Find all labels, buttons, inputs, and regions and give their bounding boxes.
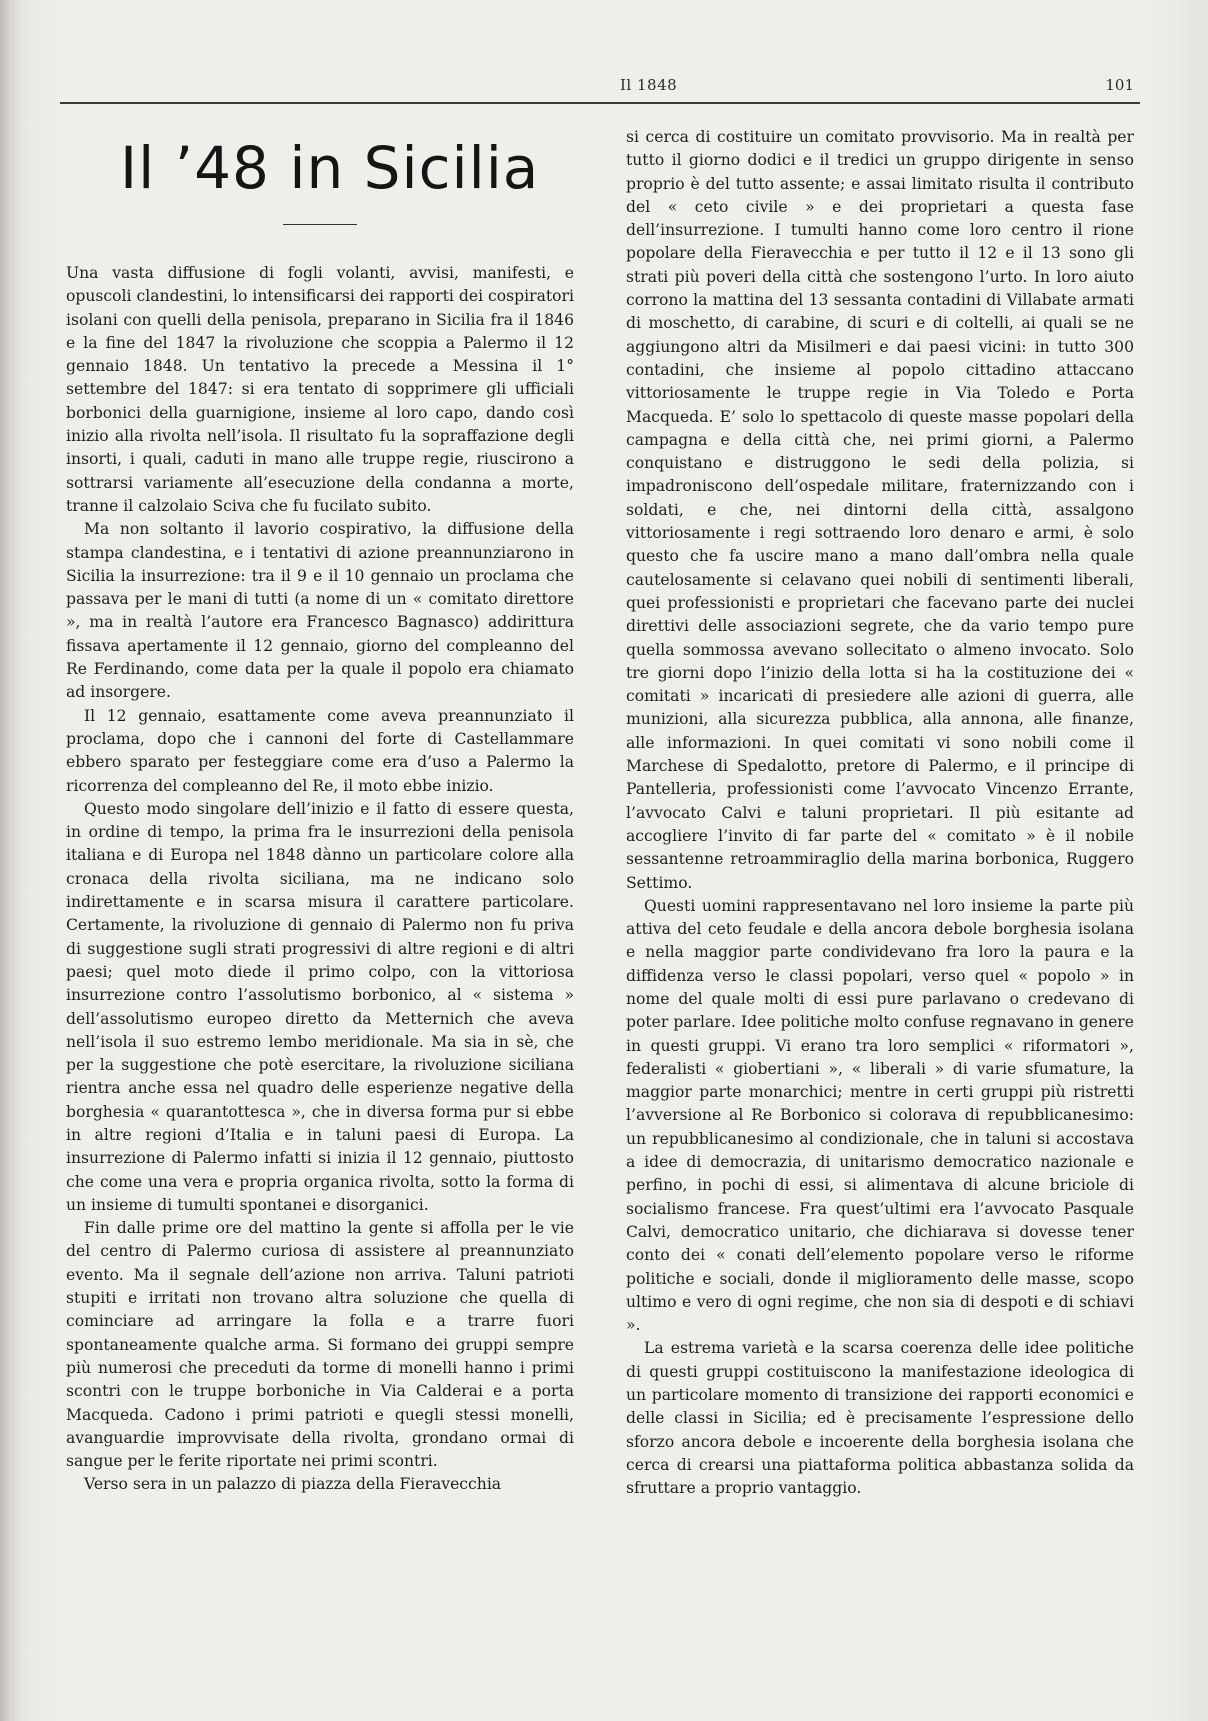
paragraph: Questi uomini rappresentavano nel loro insieme la parte più attiva del ceto feudale e della ancora debole borghesia isolana e nella maggior parte condividevano fra loro la paura e la diffidenza verso le classi popolari, verso quel « popolo » in nome del quale molti di essi pure parlavano o credevano di poter parlare. Idee politiche molto confuse regnavano in genere in questi gruppi. Vi erano tra loro semplici « riformatori », federalisti « giobertiani », « liberali » di varie sfumature, la maggior parte monarchici; mentre in certi gruppi più ristretti l’avversione al Re Borbonico si colorava di repubblicanesimo: un repubblicanesimo al condizionale, che in taluni si accostava a idee di democrazia, di unitarismo democratico nazionale e perfino, in pochi di essi, si alimentava di alcune briciole di socialismo francese. Fra quest’ultimi era l’avvocato Pasquale Calvi, democratico unitario, che dichiarava si dovesse tener conto dei « conati dell’elemento popolare verso le riforme politiche e sociali, donde il miglioramento delle masse, scopo ultimo e vero di ogni regime, che non sia di despoti e di schiavi ». [626,896,1134,1335]
paragraph: si cerca di costituire un comitato provvisorio. Ma in realtà per tutto il giorno dodici e il tredici un gruppo dirigente in senso proprio è del tutto assente; e assai limitato risulta il contributo del « ceto civile » e dei proprietari a questa fase dell’insurrezione. I tumulti hanno come loro centro il rione popolare della Fieravecchia e per tutto il 12 e il 13 sono gli strati più poveri della città che sostengono l’urto. In loro aiuto corrono la mattina del 13 sessanta contadini di Villabate armati di moschetto, di carabine, di scuri e di coltelli, ai quali se ne aggiungono altri da Misilmeri e dai paesi vicini: in tutto 300 contadini, che insieme al popolo cittadino attaccano vittoriosamente le truppe regie in Via Toledo e Porta Macqueda. E’ solo lo spettacolo di queste masse popolari della campagna e della città che, nei primi giorni, a Palermo conquistano e distruggono le sedi della polizia, si impadroniscono dell’ospedale militare, fraternizzando con i soldati, e che, nei dintorni della città, assalgono vittoriosamente i regi sottraendo loro denaro e armi, è solo questo che fa uscire mano a mano dall’ombra nella quale cautelosamente si celavano quei nobili di sentimenti liberali, quei professionisti e proprietari che facevano parte dei nuclei direttivi delle associazioni segrete, che da vario tempo pure quella sommossa avevano sollecitato o almeno invocato. Solo tre giorni dopo l’inizio della lotta si ha la costituzione dei « comitati » incaricati di presiedere alle azioni di guerra, alle munizioni, alla sicurezza pubblica, alla annona, alle finanze, alle informazioni. In quei comitati vi sono nobili come il Marchese di Spedalotto, pretore di Palermo, e il principe di Pantelleria, professionisti come l’avvocato Vincenzo Errante, l’avvocato Calvi e taluni proprietari. Il più esitante ad accogliere l’invito di far parte del « comitato » è il nobile sessantenne retroammiraglio della marina borbonica, Ruggero Settimo. [626,128,1134,892]
right-column [626,126,1134,1501]
paragraph: Una vasta diffusione di fogli volanti, avvisi, manifesti, e opuscoli clandestini, lo intensificarsi dei rapporti dei cospiratori isolani con quelli della penisola, preparano in Sicilia fra il 1846 e la fine del 1847 la rivoluzione che scoppia a Palermo il 12 gennaio 1848. Un tentativo la precede a Messina il 1° settembre del 1847: si era tentato di sopprimere gli ufficiali borbonici della guarnigione, insieme al loro capo, dando così inizio alla rivolta nell’isola. Il risultato fu la sopraffazione degli insorti, i quali, caduti in mano alle truppe regie, riuscirono a sottrarsi variamente all’esecuzione della condanna a morte, tranne il calzolaio Sciva che fu fucilato subito. [66,264,574,515]
title-rule [283,224,357,225]
paragraph: Il 12 gennaio, esattamente come aveva preannunziato il proclama, dopo che i cannoni del forte di Castellammare ebbero sparato per festeggiare come era d’uso a Palermo la ricorrenza del compleanno del Re, il moto ebbe inizio. [66,706,574,795]
running-head: Il 1848 [620,76,678,94]
paragraph: Verso sera in un palazzo di piazza della Fieravecchia [84,1475,502,1494]
header-rule [60,102,1140,104]
left-column [66,262,574,1497]
paragraph: Ma non soltanto il lavorio cospirativo, la diffusione della stampa clandestina, e i tentativi di azione preannunziarono in Sicilia la insurrezione: tra il 9 e il 10 gennaio un proclama che passava per le mani di tutti (a nome di un « comitato direttore », ma in realtà l’autore era Francesco Bagnasco) addirittura fissava apertamente il 12 gennaio, giorno del compleanno del Re Ferdinando, come data per la quale il popolo era chiamato ad insorgere. [66,520,574,702]
paragraph: La estrema varietà e la scarsa coerenza delle idee politiche di questi gruppi costituiscono la manifestazione ideologica di un particolare momento di transizione dei rapporti economici e delle classi in Sicilia; ed è precisamente l’espressione dello sforzo ancora debole e incoerente della borghesia isolana che cerca di crearsi una piattaforma politica abbastanza solida da sfruttare a proprio vantaggio. [626,1339,1134,1498]
article-title: Il ’48 in Sicilia [120,134,540,202]
page-edge-shadow [0,0,22,1721]
page-header [60,70,1140,100]
paragraph: Questo modo singolare dell’inizio e il fatto di essere questa, in ordine di tempo, la prima fra le insurrezioni della penisola italiana e di Europa nel 1848 dànno un particolare colore alla cronaca della rivolta siciliana, ma ne indicano solo indirettamente e in scarsa misura il carattere particolare. Certamente, la rivoluzione di gennaio di Palermo non fu priva di suggestione sugli strati progressivi di altre regioni e di altri paesi; quel moto diede il primo colpo, con la vittoriosa insurrezione contro l’assolutismo borbonico, al « sistema » dell’assolutismo europeo diretto da Metternich che aveva nell’isola il suo estremo lembo meridionale. Ma sia in sè, che per la suggestione che potè esercitare, la rivoluzione siciliana rientra anche essa nel quadro delle esperienze negative della borghesia « quarantottesca », che in diversa forma pur si ebbe in altre regioni d’Italia e in taluni paesi di Europa. La insurrezione di Palermo infatti si inizia il 12 gennaio, piuttosto che come una vera e propria organica rivolta, sotto la forma di un insieme di tumulti spontanei e disorganici. [66,799,574,1214]
page-number: 101 [1105,76,1134,94]
paragraph: Fin dalle prime ore del mattino la gente si affolla per le vie del centro di Palermo curiosa di assistere al preannunziato evento. Ma il segnale dell’azione non arriva. Taluni patrioti stupiti e irritati non trovano altra soluzione che quella di cominciare ad arringare la folla e a trarre fuori spontaneamente qualche arma. Si formano dei gruppi sempre più numerosi che preceduti da torme di monelli hanno i primi scontri con le truppe borboniche in Via Calderai e a porta Macqueda. Cadono i primi patrioti e quegli stessi monelli, avanguardie improvvisate della rivolta, grondano ormai di sangue per le ferite riportate nei primi scontri. [66,1219,574,1471]
